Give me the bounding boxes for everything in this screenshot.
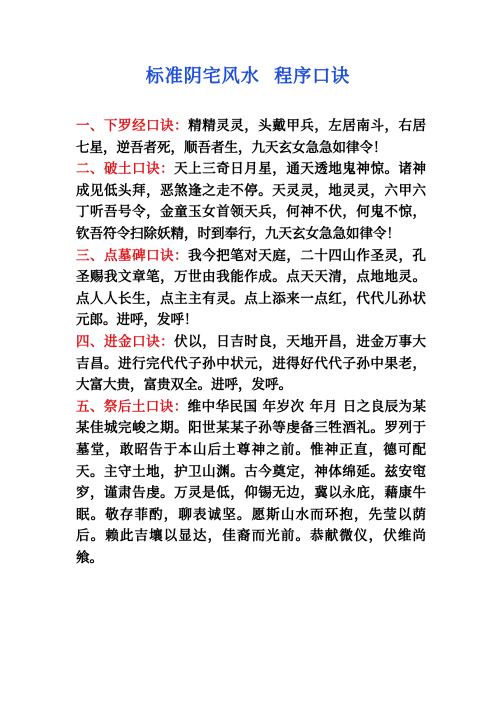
section-label: 五、祭后土口诀： xyxy=(76,398,188,415)
section-label: 三、点墓碑口诀： xyxy=(76,247,189,264)
section-label: 一、下罗经口诀： xyxy=(76,118,189,134)
section-text: 我今把笔对天庭，二十四山作圣灵，孔圣赐我文章笔，万世由我能作成。点天天清，点地地灵。点人人长生，点主主有灵。点上添来一点红，代代儿孙状元郎。进呼，发呼！ xyxy=(76,247,427,329)
section-text: 维中华民国 年岁次 年月 日之良辰为某某佳城完峻之期。阳世某某子孙等虔备三牲酒礼。罗列于墓堂，敢昭告于本山后土尊神之前。惟神正直，德可配天。主守土地，护卫山渊。古今奠定，神体绵延。兹安窀穸，谨肃告虔。万灵是低，仰锡无边，冀以永庇，藉康牛眠。敬存菲酌，聊表诚坚。愿斯山水而环抱，先莹以荫后。赖此吉壤以显达，佳裔而光前。恭献微仪，伏维尚飨。 xyxy=(76,398,427,566)
section-text: 天上三奇日月星，通天透地鬼神惊。诸神成见低头拜，恶煞逢之走不停。天灵灵，地灵灵，六甲六丁听吾号令，金童玉女首领天兵，何神不伏，何鬼不惊，钦吾符令扫除妖精，时到奉行，九天玄女急急如律令！ xyxy=(76,161,427,242)
section-text: 精精灵灵，头戴甲兵，左居南斗，右居七星，逆吾者死，顺吾者生，九天玄女急急如律令！ xyxy=(76,118,427,156)
section-2 xyxy=(76,159,426,245)
section-label: 四、进金口诀： xyxy=(76,333,175,350)
section-text: 伏以，日吉时良，天地开昌，进金万事大吉昌。进行完代代子孙中状元，进得好代代子孙中果老，大富大贵，富贵双全。进呼，发呼。 xyxy=(76,333,427,394)
section-5 xyxy=(76,397,426,570)
section-list xyxy=(76,116,426,569)
document-title: 标准阴宅风水 程序口诀 xyxy=(145,66,351,87)
section-3 xyxy=(76,246,426,332)
section-1 xyxy=(76,116,426,159)
section-4 xyxy=(76,332,426,397)
section-label: 二、破土口诀： xyxy=(76,161,175,178)
